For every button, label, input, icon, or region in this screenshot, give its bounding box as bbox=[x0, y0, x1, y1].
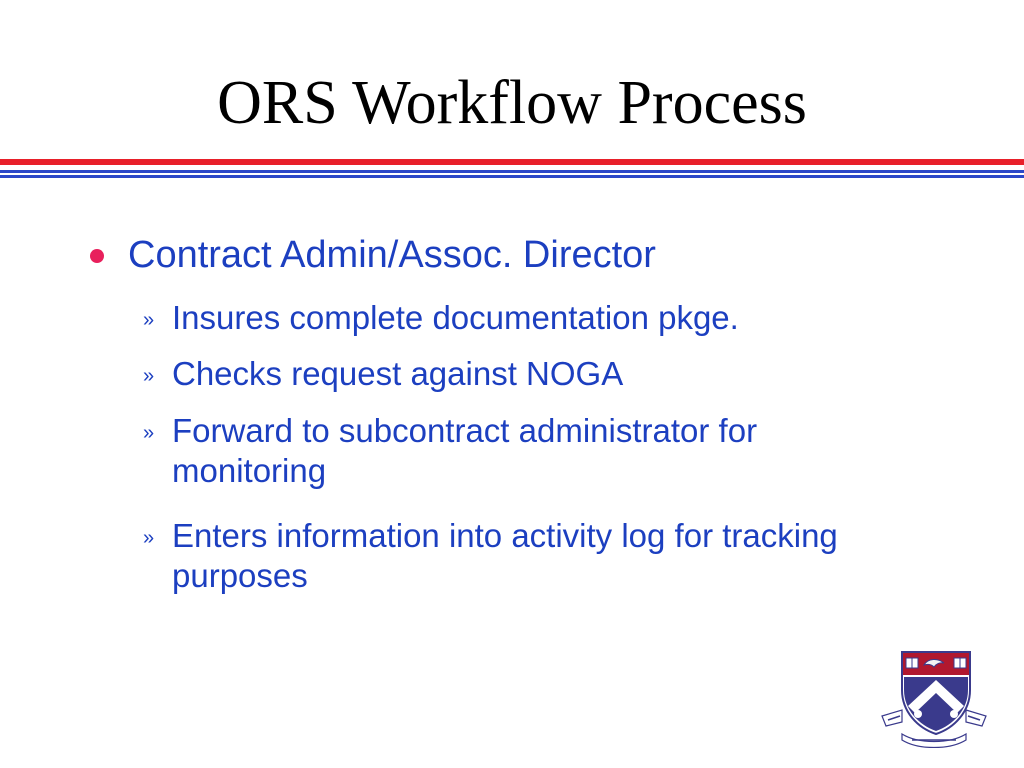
chevron-double-right-icon: » bbox=[143, 527, 155, 549]
sub-bullet-label: Forward to subcontract administrator for monitoring bbox=[172, 412, 758, 489]
bullet-dot-icon bbox=[90, 249, 104, 263]
sub-bullet-label: Insures complete documentation pkge. bbox=[172, 299, 739, 336]
chevron-double-right-icon: » bbox=[143, 365, 155, 387]
slide-title: ORS Workflow Process bbox=[217, 69, 807, 137]
chevron-double-right-icon: » bbox=[143, 309, 155, 331]
bullet-label: Contract Admin/Assoc. Director bbox=[128, 234, 656, 276]
university-seal-icon bbox=[878, 650, 990, 748]
sub-bullet-label: Enters information into activity log for tracking purposes bbox=[172, 517, 838, 594]
sub-bullet-label: Checks request against NOGA bbox=[172, 355, 624, 392]
chevron-double-right-icon: » bbox=[143, 422, 155, 444]
